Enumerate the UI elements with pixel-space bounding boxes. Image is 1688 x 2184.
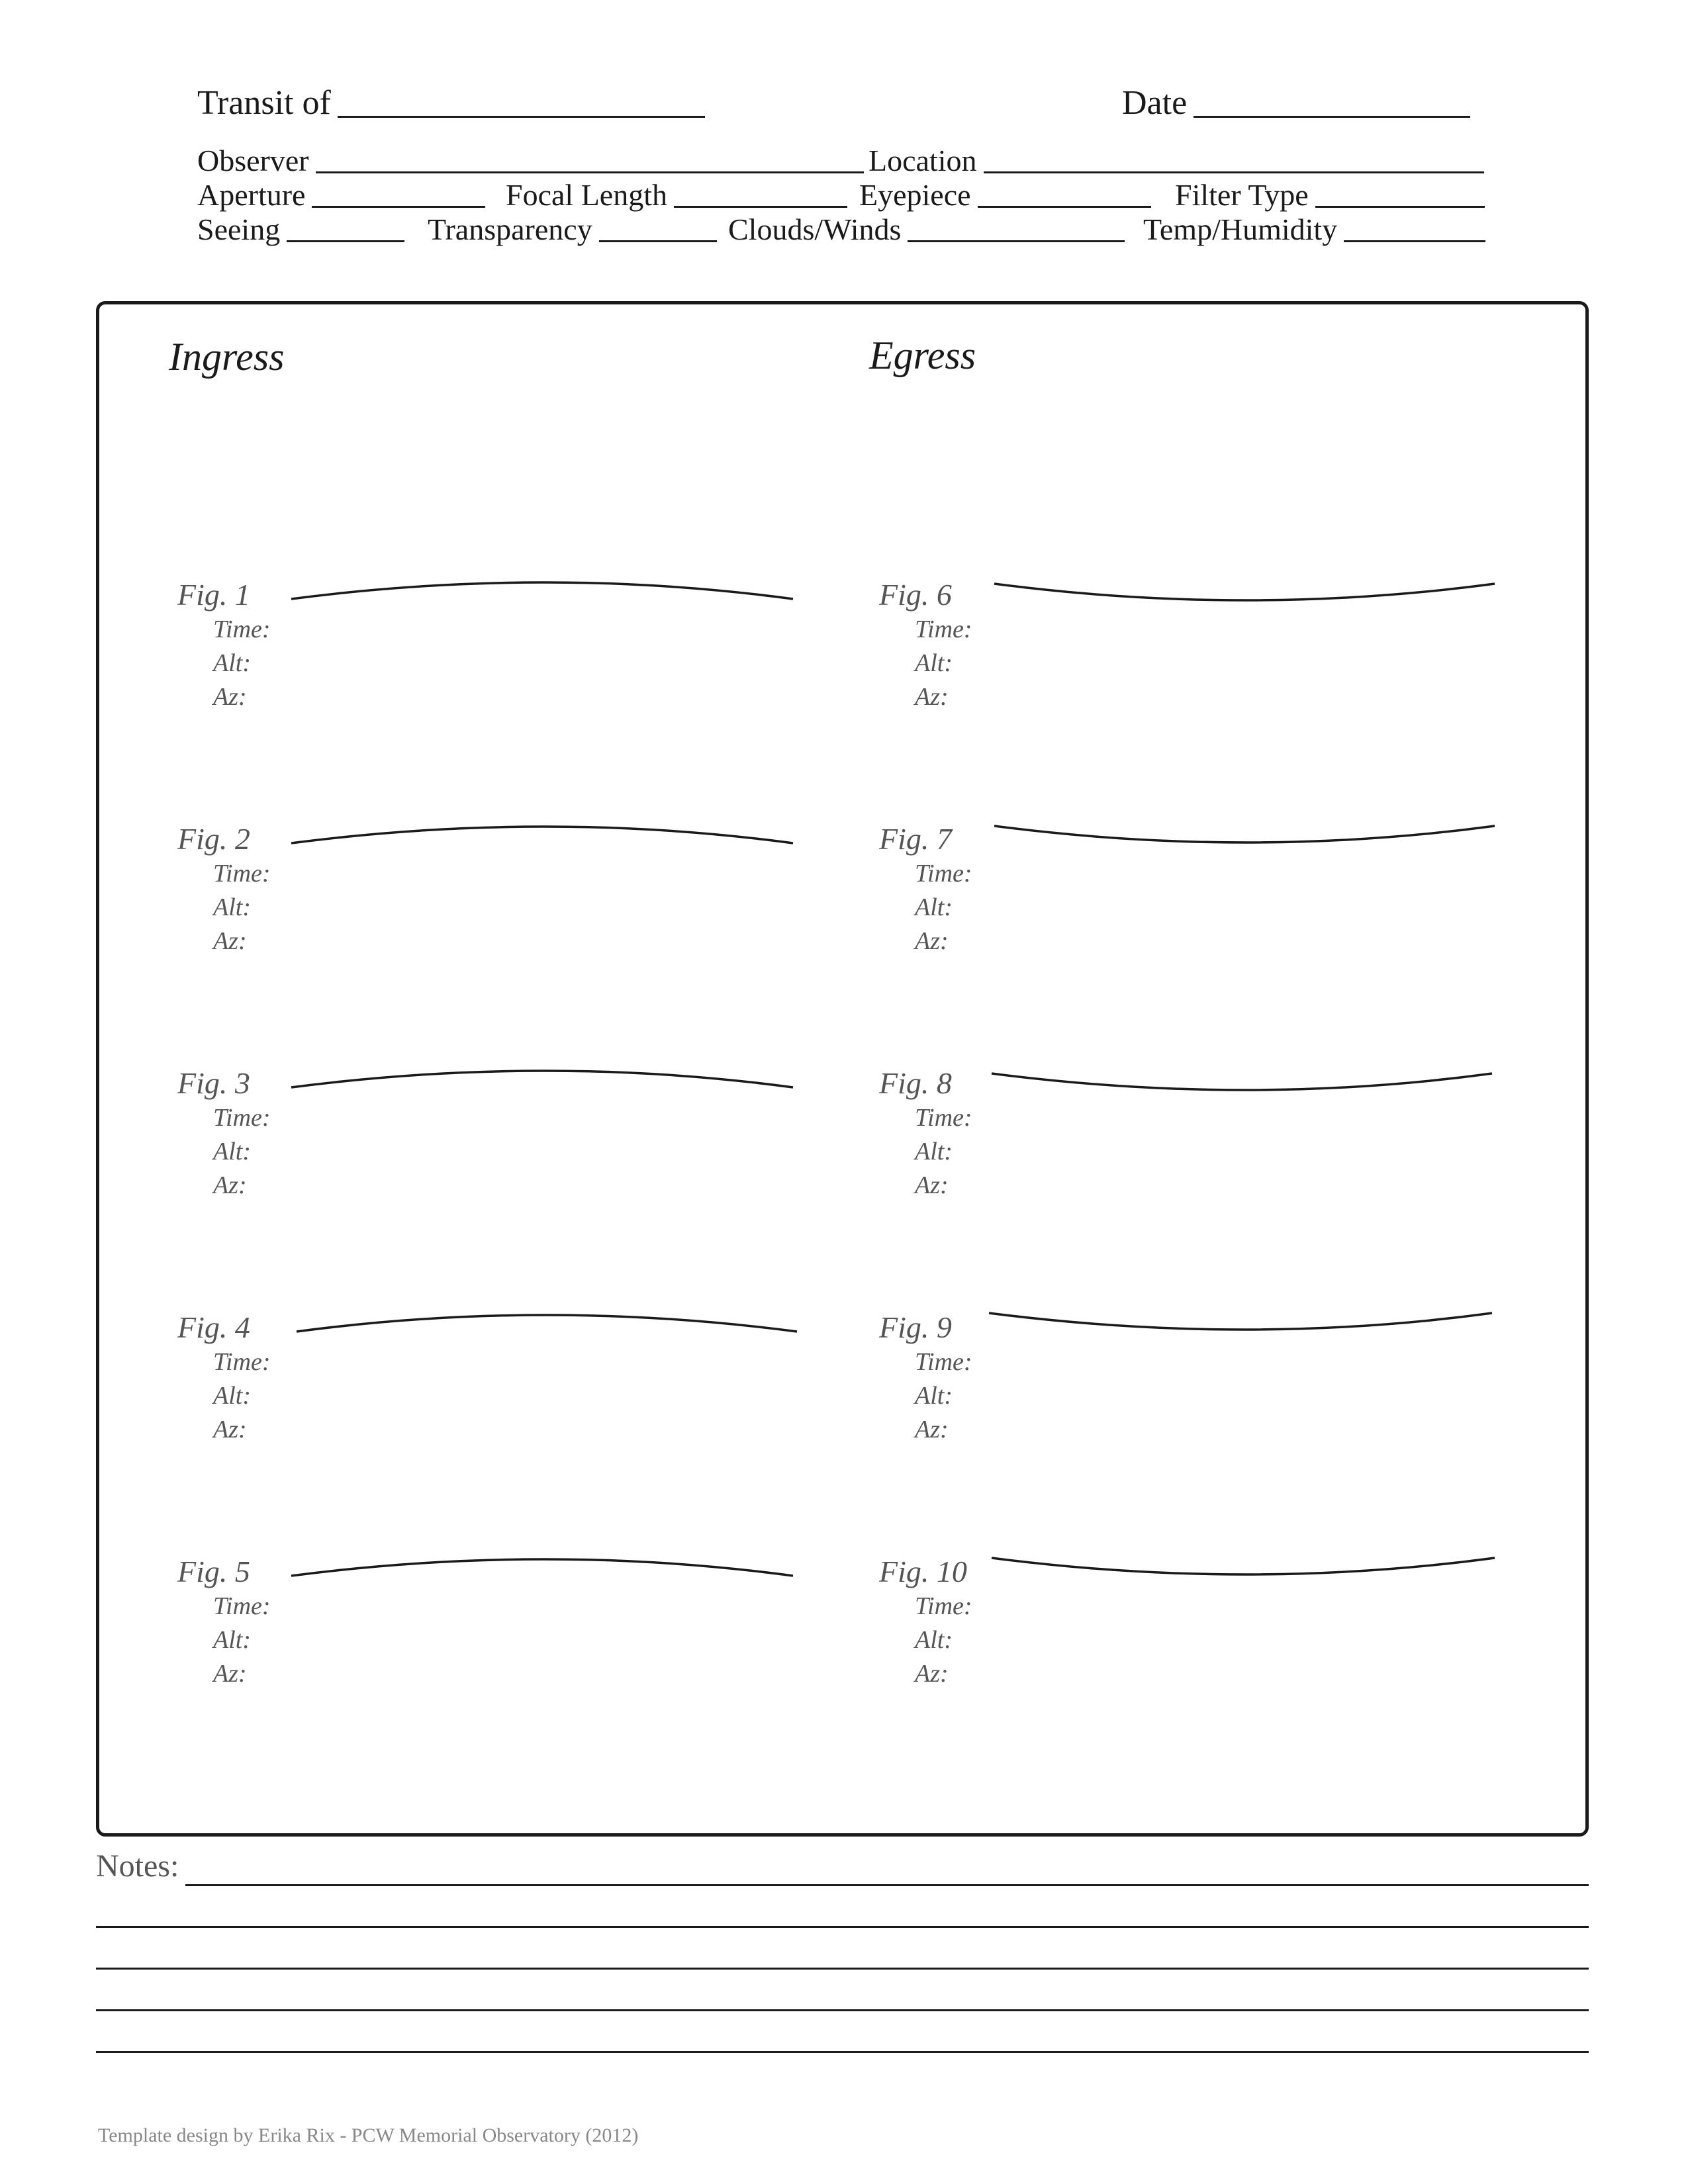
- notes-line[interactable]: [96, 1926, 1589, 1928]
- sun-limb-arc: [291, 827, 793, 843]
- filter-type-label: Filter Type: [1175, 178, 1309, 212]
- clouds-winds-label: Clouds/Winds: [728, 212, 902, 246]
- time-label: Time:: [213, 1104, 271, 1132]
- fig-label: Fig. 4: [177, 1310, 250, 1344]
- az-label: Az:: [915, 683, 949, 711]
- sun-limb-arc: [291, 1559, 793, 1576]
- alt-label: Alt:: [915, 893, 953, 921]
- time-label: Time:: [213, 615, 271, 643]
- fig-label: Fig. 5: [177, 1555, 250, 1588]
- time-label: Time:: [915, 615, 972, 643]
- focal-length-label: Focal Length: [506, 178, 667, 212]
- alt-label: Alt:: [213, 1138, 251, 1165]
- time-label: Time:: [915, 1592, 972, 1620]
- az-label: Az:: [915, 1660, 949, 1688]
- az-label: Az:: [213, 683, 247, 711]
- az-label: Az:: [915, 1416, 949, 1443]
- alt-label: Alt:: [915, 1382, 953, 1410]
- notes-label: Notes:: [96, 1848, 179, 1884]
- fig-label: Fig. 10: [879, 1555, 967, 1588]
- time-label: Time:: [213, 1592, 271, 1620]
- fig-label: Fig. 6: [879, 578, 952, 612]
- notes-line[interactable]: [96, 1968, 1589, 1970]
- seeing-label: Seeing: [197, 212, 281, 246]
- fig-label: Fig. 3: [177, 1066, 250, 1100]
- alt-label: Alt:: [213, 1382, 251, 1410]
- fig-label: Fig. 9: [879, 1310, 952, 1344]
- date-label: Date: [1122, 84, 1188, 122]
- sun-limb-arc: [992, 1558, 1495, 1574]
- sun-limb-arc: [994, 584, 1495, 600]
- eyepiece-label: Eyepiece: [859, 178, 971, 212]
- fig-label: Fig. 2: [177, 822, 250, 856]
- time-label: Time:: [213, 860, 271, 887]
- sun-limb-arc: [291, 1071, 793, 1087]
- ingress-title: Ingress: [169, 335, 285, 379]
- notes-line[interactable]: [96, 2051, 1589, 2053]
- time-label: Time:: [915, 1348, 972, 1376]
- sun-limb-arc: [994, 826, 1495, 842]
- alt-label: Alt:: [213, 1626, 251, 1654]
- fig-label: Fig. 8: [879, 1066, 952, 1100]
- az-label: Az:: [213, 1171, 247, 1199]
- sun-limb-arc: [291, 582, 793, 599]
- transparency-label: Transparency: [428, 212, 592, 246]
- fig-label: Fig. 1: [177, 578, 250, 612]
- fig-label: Fig. 7: [879, 822, 952, 856]
- time-label: Time:: [915, 1104, 972, 1132]
- transit-label: Transit of: [197, 84, 331, 122]
- time-label: Time:: [915, 860, 972, 887]
- time-label: Time:: [213, 1348, 271, 1376]
- footer-credit: Template design by Erika Rix - PCW Memorial Observatory (2012): [98, 2124, 639, 2146]
- alt-label: Alt:: [213, 649, 251, 677]
- aperture-label: Aperture: [197, 178, 306, 212]
- notes-line[interactable]: [185, 1884, 1589, 1886]
- az-label: Az:: [213, 1660, 247, 1688]
- alt-label: Alt:: [915, 1138, 953, 1165]
- sun-limb-arc: [992, 1073, 1492, 1090]
- sun-limb-arc: [297, 1315, 797, 1332]
- observer-label: Observer: [197, 144, 309, 177]
- alt-label: Alt:: [915, 1626, 953, 1654]
- temp-humidity-label: Temp/Humidity: [1143, 212, 1338, 246]
- notes-line[interactable]: [96, 2009, 1589, 2011]
- alt-label: Alt:: [915, 649, 953, 677]
- az-label: Az:: [213, 1416, 247, 1443]
- az-label: Az:: [915, 1171, 949, 1199]
- location-label: Location: [868, 144, 977, 177]
- egress-title: Egress: [869, 334, 976, 377]
- az-label: Az:: [213, 927, 247, 955]
- az-label: Az:: [915, 927, 949, 955]
- sun-limb-arc: [989, 1313, 1492, 1330]
- alt-label: Alt:: [213, 893, 251, 921]
